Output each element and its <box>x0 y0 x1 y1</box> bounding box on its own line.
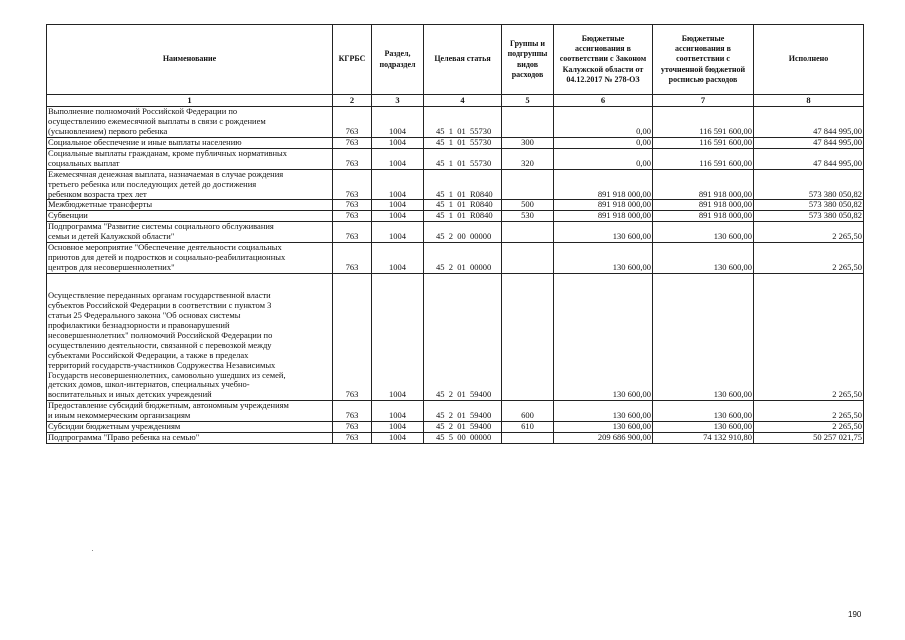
row-section: 1004 <box>372 148 424 169</box>
row-section: 1004 <box>372 107 424 138</box>
row-name: Субвенции <box>47 211 333 222</box>
column-number: 2 <box>333 95 372 107</box>
row-name: Межбюджетные трансферты <box>47 200 333 211</box>
row-kgrbs: 763 <box>333 107 372 138</box>
row-executed: 573 380 050,82 <box>754 211 864 222</box>
row-refined: 116 591 600,00 <box>653 137 754 148</box>
table-row <box>47 148 864 169</box>
row-section: 1004 <box>372 200 424 211</box>
row-name: Социальное обеспечение и иные выплаты населению <box>47 137 333 148</box>
row-group <box>502 243 554 274</box>
row-kgrbs: 763 <box>333 243 372 274</box>
row-law: 0,00 <box>554 137 653 148</box>
row-section: 1004 <box>372 243 424 274</box>
row-name: Ежемесячная денежная выплата, назначаемая в случае рождения третьего ребенка или последующих детей до достижения ребенком возраста трех лет <box>47 169 333 200</box>
row-refined: 130 600,00 <box>653 274 754 401</box>
row-name: Основное мероприятие "Обеспечение деятельности социальных приютов для детей и подростков и социально-реабилитационных центров для несовершеннолетних" <box>47 243 333 274</box>
table-row <box>47 137 864 148</box>
row-section: 1004 <box>372 211 424 222</box>
header-name: Наименование <box>47 25 333 95</box>
row-section: 1004 <box>372 137 424 148</box>
row-group <box>502 107 554 138</box>
row-executed: 2 265,50 <box>754 243 864 274</box>
header-kgrbs: КГРБС <box>333 25 372 95</box>
row-group: 600 <box>502 401 554 422</box>
row-executed: 47 844 995,00 <box>754 107 864 138</box>
row-refined: 891 918 000,00 <box>653 169 754 200</box>
row-law: 891 918 000,00 <box>554 211 653 222</box>
scan-speck <box>92 550 93 551</box>
row-group: 610 <box>502 422 554 433</box>
row-group <box>502 433 554 444</box>
row-group: 320 <box>502 148 554 169</box>
header-target: Целевая статья <box>424 25 502 95</box>
row-kgrbs: 763 <box>333 211 372 222</box>
table-row <box>47 274 864 401</box>
row-refined: 130 600,00 <box>653 401 754 422</box>
row-kgrbs: 763 <box>333 169 372 200</box>
row-target: 45 2 01 00000 <box>424 243 502 274</box>
row-name: Подпрограмма "Развитие системы социального обслуживания семьи и детей Калужской области" <box>47 222 333 243</box>
row-target: 45 1 01 55730 <box>424 148 502 169</box>
row-kgrbs: 763 <box>333 401 372 422</box>
row-law: 130 600,00 <box>554 243 653 274</box>
column-number: 7 <box>653 95 754 107</box>
row-group: 500 <box>502 200 554 211</box>
row-target: 45 2 01 59400 <box>424 274 502 401</box>
row-target: 45 2 01 59400 <box>424 422 502 433</box>
row-kgrbs: 763 <box>333 422 372 433</box>
header-executed: Исполнено <box>754 25 864 95</box>
row-refined: 130 600,00 <box>653 422 754 433</box>
row-kgrbs: 763 <box>333 148 372 169</box>
row-law: 130 600,00 <box>554 274 653 401</box>
row-section: 1004 <box>372 401 424 422</box>
row-executed: 2 265,50 <box>754 222 864 243</box>
row-executed: 2 265,50 <box>754 422 864 433</box>
table-row <box>47 107 864 138</box>
header-refined: Бюджетные ассигнования в соответствии с уточненной бюджетной росписью расходов <box>653 25 754 95</box>
row-refined: 116 591 600,00 <box>653 107 754 138</box>
row-section: 1004 <box>372 274 424 401</box>
table-row <box>47 401 864 422</box>
row-refined: 891 918 000,00 <box>653 200 754 211</box>
row-executed: 573 380 050,82 <box>754 200 864 211</box>
row-name: Подпрограмма "Право ребенка на семью" <box>47 433 333 444</box>
row-target: 45 2 01 59400 <box>424 401 502 422</box>
row-section: 1004 <box>372 222 424 243</box>
row-kgrbs: 763 <box>333 222 372 243</box>
table-row <box>47 211 864 222</box>
row-target: 45 1 01 R0840 <box>424 169 502 200</box>
row-target: 45 1 01 55730 <box>424 137 502 148</box>
row-name: Социальные выплаты гражданам, кроме публичных нормативных социальных выплат <box>47 148 333 169</box>
row-kgrbs: 763 <box>333 274 372 401</box>
row-section: 1004 <box>372 422 424 433</box>
row-name: Субсидии бюджетным учреждениям <box>47 422 333 433</box>
row-name: Осуществление переданных органам государственной власти субъектов Российской Федерации в соответствии с пунктом 3 статьи 25 Федерального закона "Об основах системы профилактики безнадзорности и правонарушений несовершеннолетних" полномочий Российской Федерации по осуществлению деятельности, связанной с перевозкой между субъектами Российской Федерации, а также в пределах территорий государств-участников Содружества Независимых Государств несовершеннолетних, самовольно ушедших из семей, детских домов, школ-интернатов, специальных учебно- воспитательных и иных детских учреждений <box>47 274 333 401</box>
table-row <box>47 169 864 200</box>
header-section: Раздел, подраздел <box>372 25 424 95</box>
row-group: 530 <box>502 211 554 222</box>
table-row <box>47 243 864 274</box>
row-refined: 130 600,00 <box>653 243 754 274</box>
row-target: 45 1 01 R0840 <box>424 200 502 211</box>
row-law: 130 600,00 <box>554 222 653 243</box>
row-section: 1004 <box>372 169 424 200</box>
row-section: 1004 <box>372 433 424 444</box>
row-kgrbs: 763 <box>333 137 372 148</box>
column-number: 6 <box>554 95 653 107</box>
row-refined: 130 600,00 <box>653 222 754 243</box>
row-target: 45 5 00 00000 <box>424 433 502 444</box>
row-kgrbs: 763 <box>333 433 372 444</box>
row-executed: 573 380 050,82 <box>754 169 864 200</box>
row-target: 45 1 01 R0840 <box>424 211 502 222</box>
row-executed: 2 265,50 <box>754 274 864 401</box>
row-target: 45 2 00 00000 <box>424 222 502 243</box>
row-refined: 74 132 910,80 <box>653 433 754 444</box>
row-group: 300 <box>502 137 554 148</box>
row-target: 45 1 01 55730 <box>424 107 502 138</box>
row-group <box>502 222 554 243</box>
column-number: 3 <box>372 95 424 107</box>
row-executed: 47 844 995,00 <box>754 148 864 169</box>
table-row <box>47 200 864 211</box>
row-kgrbs: 763 <box>333 200 372 211</box>
row-name: Выполнение полномочий Российской Федерации по осуществлению ежемесячной выплаты в связи с рождением (усыновлением) первого ребенка <box>47 107 333 138</box>
column-number: 1 <box>47 95 333 107</box>
row-law: 891 918 000,00 <box>554 169 653 200</box>
row-executed: 47 844 995,00 <box>754 137 864 148</box>
row-refined: 116 591 600,00 <box>653 148 754 169</box>
row-law: 0,00 <box>554 148 653 169</box>
header-law: Бюджетные ассигнования в соответствии с Законом Калужской области от 04.12.2017 № 278-ОЗ <box>554 25 653 95</box>
header-groups: Группы и подгруппы видов расходов <box>502 25 554 95</box>
row-law: 891 918 000,00 <box>554 200 653 211</box>
page-number: 190 <box>848 610 862 619</box>
table-row <box>47 422 864 433</box>
row-executed: 2 265,50 <box>754 401 864 422</box>
row-group <box>502 169 554 200</box>
row-name: Предоставление субсидий бюджетным, автономным учреждениям и иным некоммерческим организациям <box>47 401 333 422</box>
column-number: 8 <box>754 95 864 107</box>
row-law: 209 686 900,00 <box>554 433 653 444</box>
row-executed: 50 257 021,75 <box>754 433 864 444</box>
budget-table <box>46 24 864 444</box>
row-law: 0,00 <box>554 107 653 138</box>
table-row <box>47 433 864 444</box>
table-row <box>47 222 864 243</box>
header-row <box>47 25 864 95</box>
column-number: 5 <box>502 95 554 107</box>
row-refined: 891 918 000,00 <box>653 211 754 222</box>
row-law: 130 600,00 <box>554 422 653 433</box>
row-law: 130 600,00 <box>554 401 653 422</box>
column-numbers-row <box>47 95 864 107</box>
column-number: 4 <box>424 95 502 107</box>
row-group <box>502 274 554 401</box>
